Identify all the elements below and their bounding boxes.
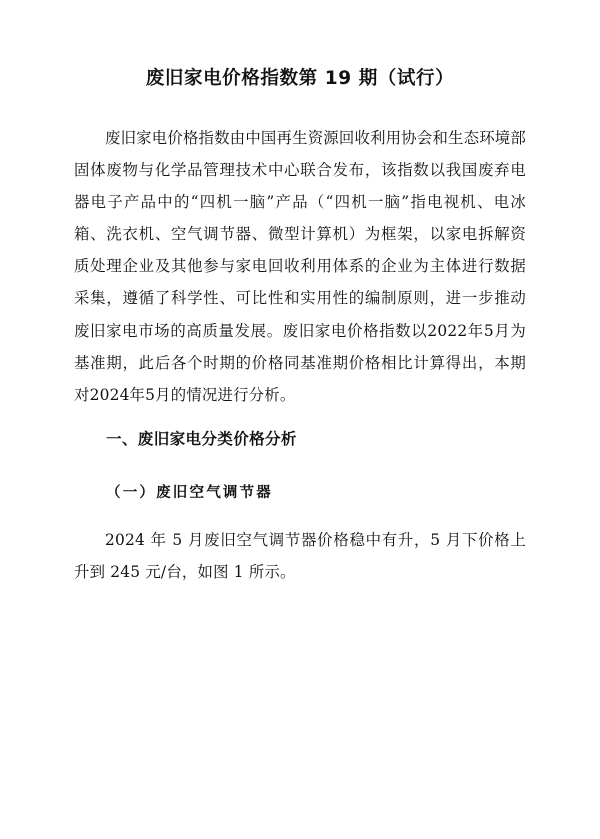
- subsection-heading: （一）废旧空气调节器: [106, 485, 273, 501]
- section-heading: 一、废旧家电分类价格分析: [106, 430, 297, 448]
- subsection-paragraph: 2024 年 5 月废旧空气调节器价格稳中有升，5 月下价格上升到 245 元/台，如图 1 所示。: [74, 531, 526, 581]
- document-title: 废旧家电价格指数第 19 期（试行）: [145, 68, 455, 89]
- intro-paragraph: 废旧家电价格指数由中国再生资源回收利用协会和生态环境部固体废物与化学品管理技术中心联合发布，该指数以我国废弃电器电子产品中的“四机一脑”产品（“四机一脑”指电视机、电冰箱、洗衣机、空气调节器、微型计算机）为框架，以家电拆解资质处理企业及其他参与家电回收利用体系的企业为主体进行数据采集，遵循了科学性、可比性和实用性的编制原则，进一步推动废旧家电市场的高质量发展。废旧家电价格指数以2022年5月为基准期，此后各个时期的价格同基准期价格相比计算得出，本期对2024年5月的情况进行分析。: [74, 129, 526, 404]
